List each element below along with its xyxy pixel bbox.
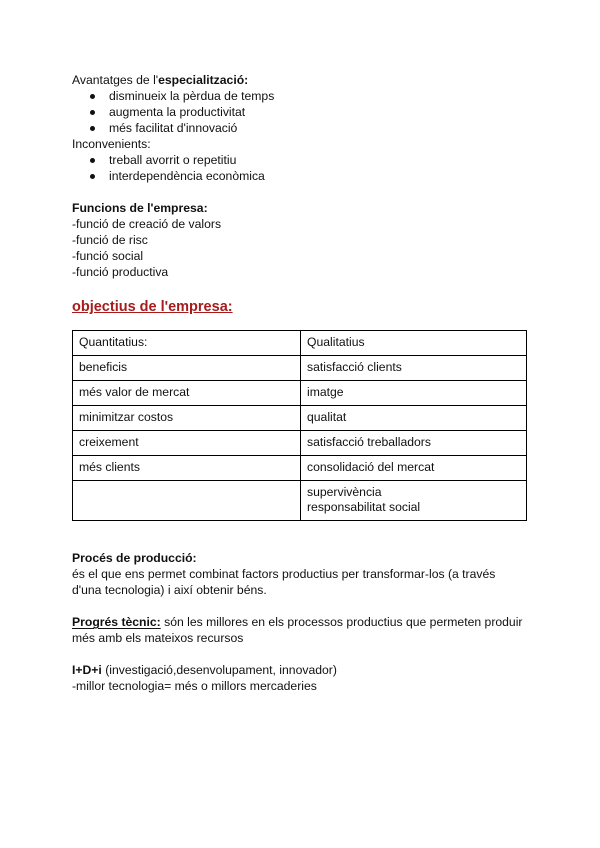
list-item: augmenta la productivitat	[72, 104, 528, 120]
idi-text: (investigació,desenvolupament, innovador)	[101, 663, 337, 677]
progress-paragraph	[72, 614, 528, 646]
table-row	[73, 356, 527, 381]
table-cell: minimitzar costos	[73, 406, 301, 431]
objectives-table	[72, 330, 527, 521]
table-header-cell: Quantitatius:	[73, 331, 301, 356]
table-header-cell: Qualitatius	[301, 331, 527, 356]
production-text: és el que ens permet combinat factors productius per transformar-los (a través d'una tecnologia) i així obtenir béns.	[72, 567, 496, 597]
table-row	[73, 406, 527, 431]
list-item: treball avorrit o repetitiu	[72, 152, 528, 168]
idi-line	[72, 662, 528, 678]
table-header-row	[73, 331, 527, 356]
advantages-list	[72, 88, 528, 136]
document-page	[72, 72, 528, 694]
function-item: -funció de creació de valors	[72, 217, 222, 231]
table-cell-line: supervivència	[307, 485, 382, 499]
advantages-title-bold: especialització:	[158, 73, 249, 87]
table-cell	[301, 481, 527, 521]
idi-line2: -millor tecnologia= més o millors mercaderies	[72, 679, 317, 693]
table-cell: qualitat	[301, 406, 527, 431]
table-cell: satisfacció clients	[301, 356, 527, 381]
table-cell: beneficis	[73, 356, 301, 381]
list-item: més facilitat d'innovació	[72, 120, 528, 136]
table-row	[73, 431, 527, 456]
production-title: Procés de producció:	[72, 551, 197, 565]
table-row	[73, 481, 527, 521]
list-item: interdependència econòmica	[72, 168, 528, 184]
table-row	[73, 381, 527, 406]
table-cell-line: responsabilitat social	[307, 500, 421, 514]
progress-title: Progrés tècnic:	[72, 615, 161, 629]
function-item: -funció de risc	[72, 233, 148, 247]
advantages-title	[72, 72, 528, 88]
list-item: disminueix la pèrdua de temps	[72, 88, 528, 104]
drawbacks-title: Inconvenients:	[72, 137, 151, 151]
table-cell: més clients	[73, 456, 301, 481]
functions-title: Funcions de l'empresa:	[72, 201, 208, 215]
advantages-title-prefix: Avantatges de l'	[72, 73, 159, 87]
drawbacks-list	[72, 152, 528, 184]
table-cell: creixement	[73, 431, 301, 456]
table-cell: imatge	[301, 381, 527, 406]
function-item: -funció productiva	[72, 265, 169, 279]
table-cell: més valor de mercat	[73, 381, 301, 406]
table-cell: satisfacció treballadors	[301, 431, 527, 456]
table-row	[73, 456, 527, 481]
table-cell: consolidació del mercat	[301, 456, 527, 481]
progress-text: són les millores en els processos productius que permeten produir més amb els mateixos recursos	[72, 615, 523, 645]
table-cell-empty	[73, 481, 301, 521]
function-item: -funció social	[72, 249, 144, 263]
idi-title: I+D+i	[72, 663, 102, 677]
objectives-heading: objectius de l'empresa:	[72, 299, 233, 315]
